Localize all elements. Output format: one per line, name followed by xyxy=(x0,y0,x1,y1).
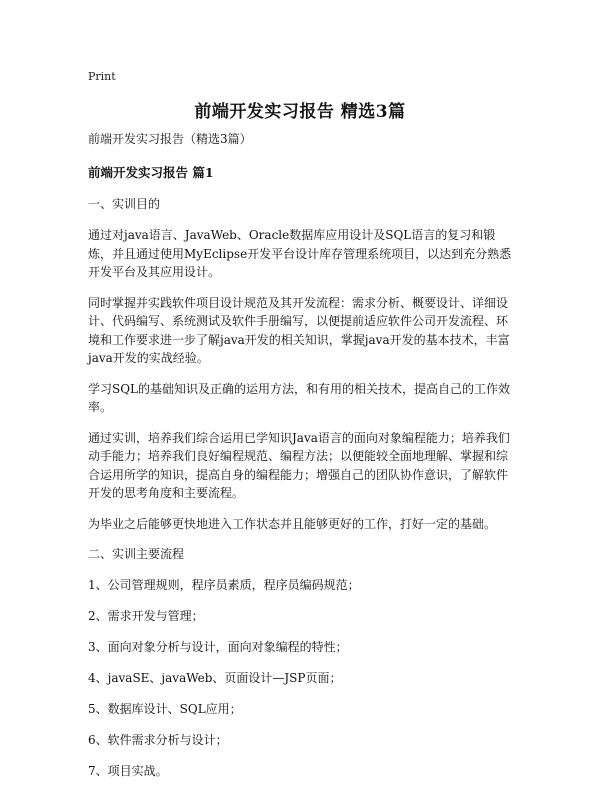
paragraph: 为毕业之后能够更快地进入工作状态并且能够更好的工作，打好一定的基础。 xyxy=(88,516,497,531)
print-link[interactable]: Print xyxy=(88,70,116,83)
paragraph: 学习SQL的基础知识及正确的运用方法，和有用的相关技术，提高自己的工作效率。 xyxy=(88,381,511,414)
heading-training-process: 二、实训主要流程 xyxy=(88,547,185,561)
list-item: 5、数据库设计、SQL应用； xyxy=(88,702,242,716)
list-item: 2、需求开发与管理； xyxy=(88,609,204,623)
list-item: 4、javaSE、javaWeb、页面设计—JSP页面； xyxy=(88,671,342,685)
page-title: 前端开发实习报告 精选3篇 xyxy=(194,102,406,122)
document-subtitle: 前端开发实习报告（精选3篇） xyxy=(88,132,252,146)
section-heading: 前端开发实习报告 篇1 xyxy=(88,165,214,180)
heading-training-purpose: 一、实训目的 xyxy=(88,197,161,211)
paragraph: 通过对java语言、JavaWeb、Oracle数据库应用设计及SQL语言的复习和锻炼，并且通过使用MyEclipse开发平台设计库存管理系统项目，以达到充分熟悉开发平台及其应用设计。 xyxy=(88,228,512,279)
list-item: 3、面向对象分析与设计，面向对象编程的特性； xyxy=(88,640,348,654)
list-item: 1、公司管理规则，程序员素质，程序员编码规范； xyxy=(88,578,360,592)
list-item: 7、项目实战。 xyxy=(88,764,168,778)
paragraph: 通过实训，培养我们综合运用已学知识Java语言的面向对象编程能力；培养我们动手能力；培养我们良好编程规范、编程方法；以便能较全面地理解、掌握和综合运用所学的知识，提高自身的编程能力；增强自己的团队协作意识，了解软件开发的思考角度和主要流程。 xyxy=(88,430,510,500)
paragraph: 同时掌握并实践软件项目设计规范及其开发流程：需求分析、概要设计、详细设计、代码编写、系统测试及软件手册编写，以便提前适应软件公司开发流程、环境和工作要求进一步了解java开发的相关知识，掌握java开发的基本技术，丰富java开发的实战经验。 xyxy=(88,295,510,365)
document-body xyxy=(88,130,518,793)
list-item: 6、软件需求分析与设计； xyxy=(88,733,228,747)
